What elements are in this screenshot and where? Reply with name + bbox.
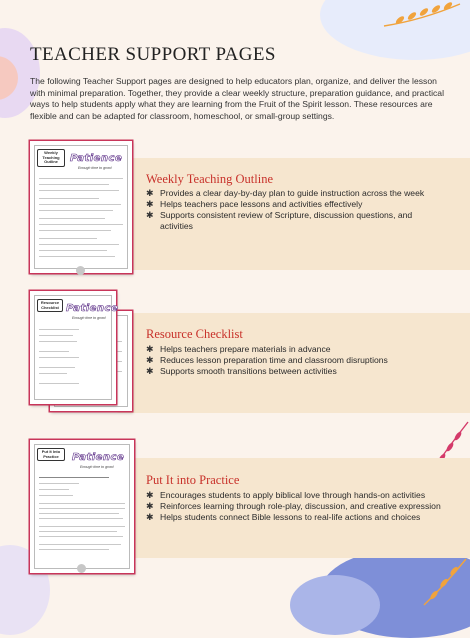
thumbnail-line	[39, 373, 67, 374]
leaf-sprig-bottom-icon	[420, 555, 470, 608]
thumbnail-tag: Weekly Teaching Outline	[37, 149, 65, 167]
thumbnail-line	[39, 503, 125, 504]
thumbnail-weekly-outline[interactable]	[30, 141, 132, 273]
thumbnail-subtitle: Enough time to grow!	[78, 166, 112, 170]
thumbnail-line	[39, 335, 73, 336]
section-title-resource-checklist: Resource Checklist	[146, 327, 243, 341]
thumbnail-line	[39, 224, 123, 225]
thumbnail-line	[39, 544, 121, 545]
list-item: ✱ Helps teachers prepare materials in advance	[146, 344, 331, 354]
bullet-list-weekly-outline	[146, 188, 446, 232]
thumbnail-line	[39, 508, 125, 509]
list-item: ✱ Supports consistent review of Scripture, discussion questions, and activities	[146, 210, 413, 231]
section-title-put-into-practice: Put It into Practice	[146, 473, 240, 487]
thumbnail-line	[39, 184, 109, 185]
asterisk-bullet-icon: ✱	[146, 210, 154, 221]
asterisk-bullet-icon: ✱	[146, 490, 154, 500]
thumbnail-put-into-practice[interactable]	[30, 440, 134, 573]
list-item: ✱ Encourages students to apply biblical love through hands-on activities	[146, 490, 426, 500]
thumbnail-line	[39, 210, 113, 211]
thumbnail-tag: Resource Checklist	[37, 299, 63, 312]
thumbnail-line	[39, 178, 123, 179]
list-item: ✱ Supports smooth transitions between activities	[146, 366, 337, 377]
thumbnail-line	[39, 198, 99, 199]
asterisk-bullet-icon: ✱	[146, 355, 154, 366]
thumbnail-line	[39, 218, 105, 219]
thumbnail-subtitle: Enough time to grow!	[72, 316, 106, 320]
thumbnail-title: Patience	[70, 153, 123, 164]
thumbnail-resource-checklist[interactable]	[30, 291, 119, 404]
thumbnail-line	[39, 357, 79, 358]
asterisk-bullet-icon: ✱	[146, 512, 154, 523]
thumbnail-line	[39, 549, 109, 550]
thumbnail-line	[39, 190, 119, 191]
section-title-weekly-outline: Weekly Teaching Outline	[146, 172, 274, 186]
thumbnail-title: Patience	[66, 303, 119, 314]
thumbnail-subtitle: Enough time to grow!	[80, 465, 114, 469]
list-item: ✱ Reinforces learning through role-play, discussion, and creative expression	[146, 501, 441, 512]
thumbnail-line	[39, 367, 75, 368]
thumbnail-line	[39, 341, 77, 342]
asterisk-bullet-icon: ✱	[146, 344, 154, 354]
thumbnail-page-dot	[77, 564, 86, 573]
bullet-list-resource-checklist	[146, 344, 446, 377]
list-item: ✱ Helps students connect Bible lessons to real-life actions and choices	[146, 512, 421, 523]
thumbnail-line	[39, 204, 121, 205]
thumbnail-title: Patience	[72, 452, 125, 463]
list-item: ✱ Provides a clear day-by-day plan to guide instruction across the week	[146, 188, 425, 198]
asterisk-bullet-icon: ✱	[146, 501, 154, 512]
intro-paragraph: The following Teacher Support pages are designed to help educators plan, organize, and deliver the lesson with minimal preparation. Together, they provide a clear weekly structure, preparation guidance, and practical ways to help students apply what they are learning from the Fruit of the Spirit lesson. These resources are flexible and can be adapted for classroom, homeschool, or small-group settings.	[30, 76, 444, 121]
thumbnail-line	[39, 250, 107, 251]
bullet-list-put-into-practice	[146, 490, 446, 523]
thumbnail-line	[39, 489, 69, 490]
thumbnail-line	[39, 518, 123, 519]
leaf-sprig-top-icon	[382, 0, 462, 30]
thumbnail-page-dot	[76, 266, 85, 275]
thumbnail-line	[39, 244, 119, 245]
thumbnail-line	[39, 526, 125, 527]
asterisk-bullet-icon: ✱	[146, 199, 154, 210]
thumbnail-line	[39, 495, 73, 496]
thumbnail-line	[39, 531, 117, 532]
thumbnail-line	[39, 383, 79, 384]
list-item: ✱ Reduces lesson preparation time and classroom disruptions	[146, 355, 388, 366]
thumbnail-line	[39, 329, 79, 330]
thumbnail-line	[39, 483, 79, 484]
thumbnail-line	[39, 536, 123, 537]
thumbnail-line	[39, 351, 69, 352]
thumbnail-tag: Put It Into Practice	[37, 448, 65, 461]
thumbnail-line	[39, 230, 111, 231]
thumbnail-line	[39, 256, 115, 257]
asterisk-bullet-icon: ✱	[146, 188, 154, 198]
thumbnail-line	[39, 477, 109, 478]
blob-bottom-right-light	[290, 575, 380, 635]
page-title: TEACHER SUPPORT PAGES	[30, 44, 276, 65]
asterisk-bullet-icon: ✱	[146, 366, 154, 377]
thumbnail-line	[39, 238, 97, 239]
list-item: ✱ Helps teachers pace lessons and activities effectively	[146, 199, 363, 210]
thumbnail-line	[39, 513, 119, 514]
